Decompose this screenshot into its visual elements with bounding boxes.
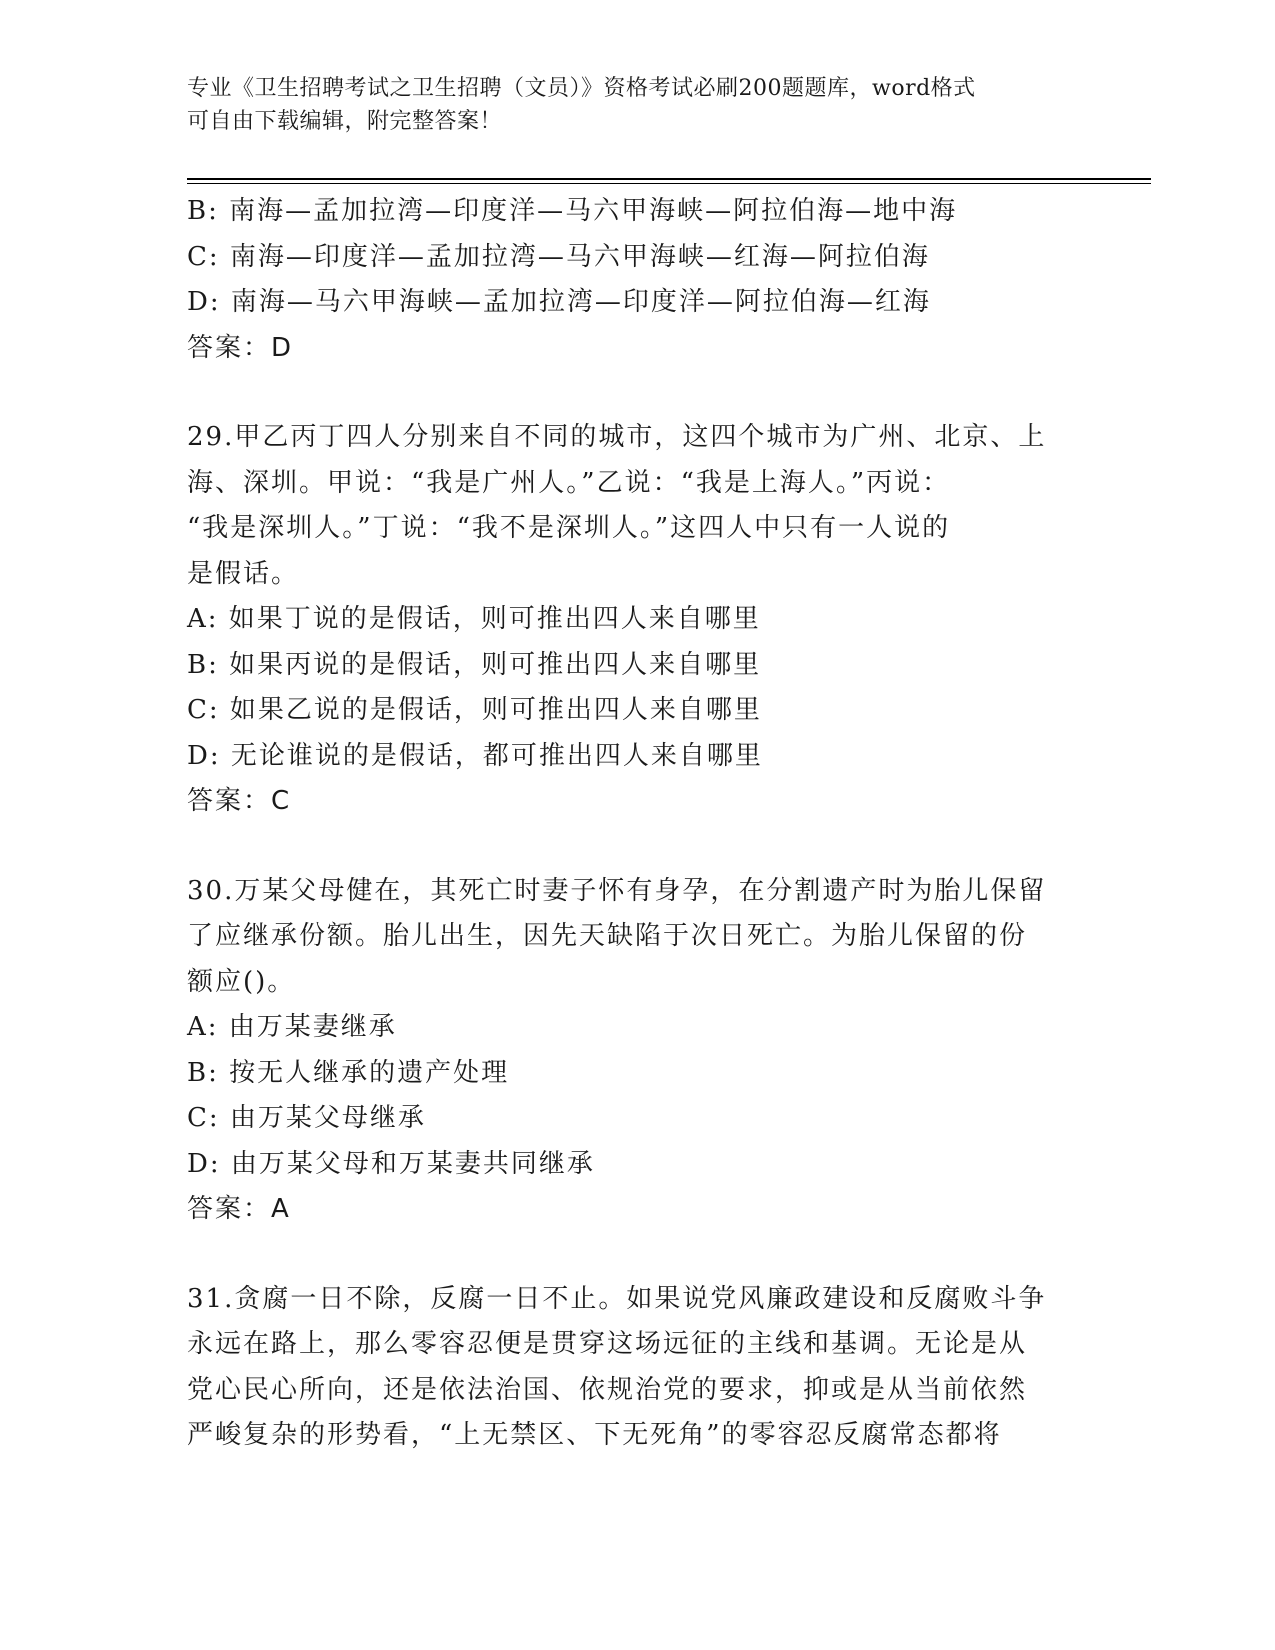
answer-line: 答案：D: [187, 332, 294, 363]
spacer: [187, 371, 1087, 415]
option-a: A: 由万某妻继承: [187, 1012, 397, 1042]
question-stem-line: 29.甲乙丙丁四人分别来自不同的城市，这四个城市为广州、北京、上: [187, 422, 1047, 452]
option-d: D: 南海—马六甲海峡—孟加拉湾—印度洋—阿拉伯海—红海: [187, 287, 931, 317]
question-stem-line: 是假话。: [187, 558, 300, 589]
page-header: [187, 72, 1087, 138]
option-d: D: 无论谁说的是假话，都可推出四人来自哪里: [187, 740, 763, 771]
question-30: [187, 869, 1087, 1233]
header-rule-thick: [187, 178, 1151, 180]
question-stem-line: 了应继承份额。胎儿出生，因先天缺陷于次日死亡。为胎儿保留的份: [187, 921, 1028, 951]
option-b: B: 按无人继承的遗产处理: [187, 1057, 510, 1088]
header-line-2: 可自由下载编辑，附完整答案！: [187, 109, 503, 134]
option-c: C: 如果乙说的是假话，则可推出四人来自哪里: [187, 695, 762, 725]
question-content: [187, 189, 1087, 1459]
header-rule-thin: [187, 183, 1151, 184]
header-line-1: 专业《卫生招聘考试之卫生招聘（文员）》资格考试必刷200题题库，word格式: [187, 76, 976, 101]
question-stem-line: 额应()。: [187, 966, 296, 997]
option-a: A: 如果丁说的是假话，则可推出四人来自哪里: [187, 604, 761, 634]
question-stem-line: 海、深圳。甲说：“我是广州人。”乙说：“我是上海人。”丙说：: [187, 467, 951, 498]
answer-line: 答案：A: [187, 1194, 291, 1224]
option-c: C: 南海—印度洋—孟加拉湾—马六甲海峡—红海—阿拉伯海: [187, 241, 930, 272]
option-d: D: 由万某父母和万某妻共同继承: [187, 1148, 595, 1179]
question-31: [187, 1277, 1087, 1459]
question-stem-line: 31.贪腐一日不除，反腐一日不止。如果说党风廉政建设和反腐败斗争: [187, 1283, 1047, 1314]
question-stem-line: 永远在路上，那么零容忍便是贯穿这场远征的主线和基调。无论是从: [187, 1329, 1028, 1359]
question-stem-line: 党心民心所向，还是依法治国、依规治党的要求，抑或是从当前依然: [187, 1374, 1028, 1405]
question-stem-line: 30.万某父母健在，其死亡时妻子怀有身孕，在分割遗产时为胎儿保留: [187, 875, 1047, 906]
option-b: B: 南海—孟加拉湾—印度洋—马六甲海峡—阿拉伯海—地中海: [187, 196, 958, 226]
question-stem-line: 严峻复杂的形势看，“上无禁区、下无死角”的零容忍反腐常态都将: [187, 1420, 1002, 1450]
question-stem-line: “我是深圳人。”丁说：“我不是深圳人。”这四人中只有一人说的: [187, 513, 951, 543]
spacer: [187, 1233, 1087, 1277]
option-c: C: 由万某父母继承: [187, 1103, 426, 1133]
question-29: [187, 415, 1087, 825]
question-28: [187, 189, 1087, 371]
spacer: [187, 825, 1087, 869]
answer-line: 答案：C: [187, 786, 292, 816]
option-b: B: 如果丙说的是假话，则可推出四人来自哪里: [187, 649, 762, 680]
